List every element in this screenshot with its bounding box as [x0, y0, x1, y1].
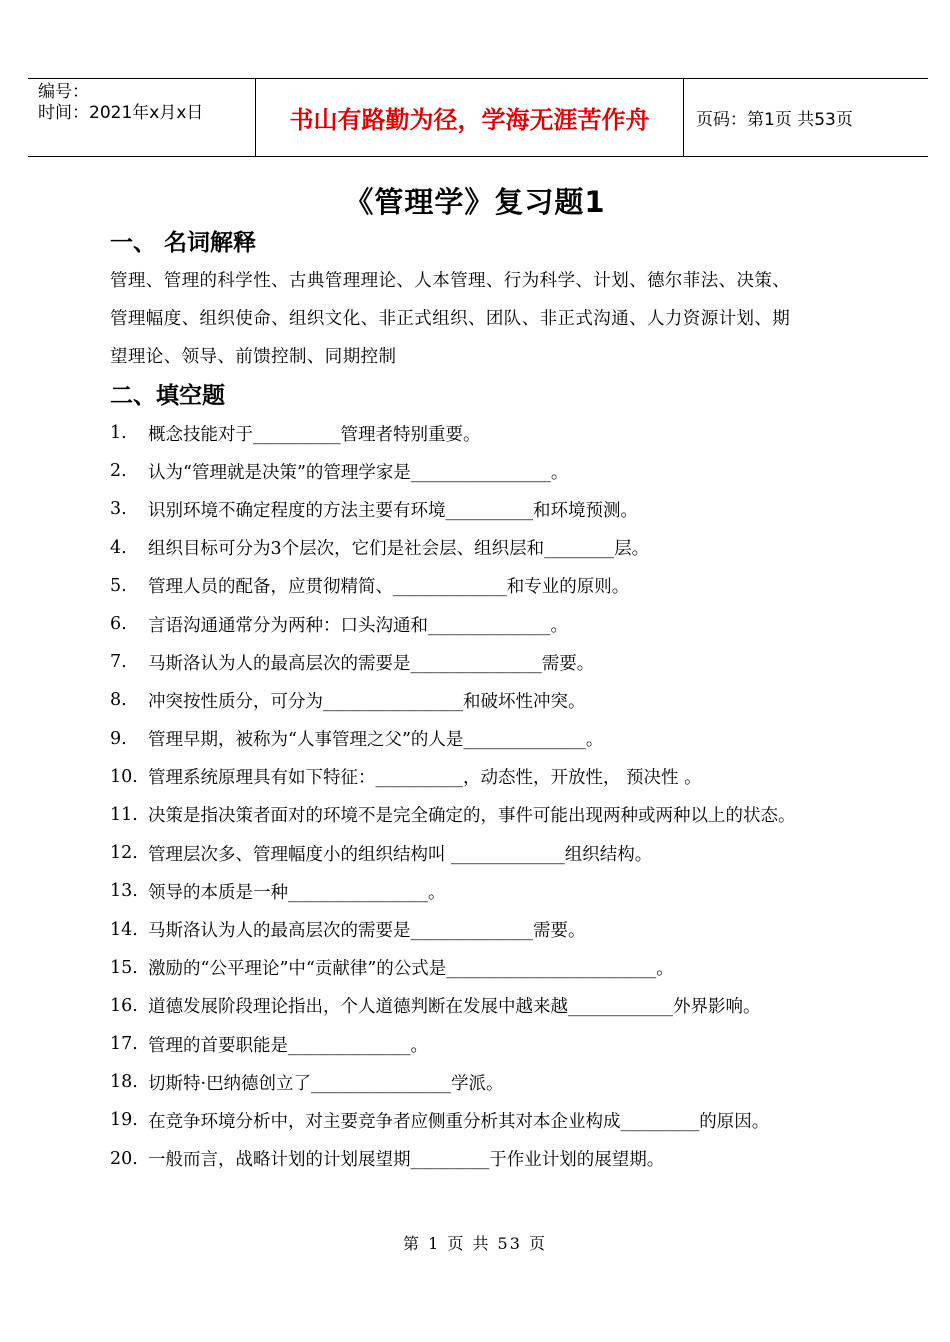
question-item	[110, 490, 870, 528]
question-number: 19.	[110, 1110, 138, 1131]
question-number: 12.	[110, 843, 138, 864]
question-number: 20.	[110, 1148, 138, 1169]
question-text: 道德发展阶段理论指出，个人道德判断在发展中越来越____________外界影响。	[148, 997, 761, 1018]
section-heading-fill-blank: 二、填空题	[110, 383, 225, 409]
question-text: 管理系统原理具有如下特征：__________，动态性，开放性， 预决性 。	[148, 768, 702, 789]
question-item	[110, 949, 870, 987]
question-item	[110, 1025, 870, 1063]
page-info: 页码：第1页 共53页	[696, 110, 853, 130]
question-number: 2.	[110, 461, 127, 482]
question-text: 冲突按性质分，可分为________________和破坏性冲突。	[148, 691, 586, 712]
question-text: 在竞争环境分析中，对主要竞争者应侧重分析其对本企业构成_________的原因。	[148, 1111, 770, 1132]
question-text: 管理人员的配备，应贯彻精简、_____________和专业的原则。	[148, 577, 630, 598]
terms-line: 管理幅度、组织使命、组织文化、非正式组织、团队、非正式沟通、人力资源计划、期	[110, 309, 791, 329]
question-item	[110, 1101, 870, 1139]
question-number: 18.	[110, 1072, 138, 1093]
question-text: 管理的首要职能是______________。	[148, 1035, 428, 1056]
question-number: 3.	[110, 499, 127, 520]
question-list	[110, 414, 870, 1178]
section-heading-terms: 一、 名词解释	[110, 230, 257, 256]
page-title: 《管理学》复习题1	[344, 185, 606, 219]
question-item	[110, 987, 870, 1025]
code-label: 编号：	[38, 82, 89, 102]
question-number: 4.	[110, 537, 127, 558]
question-text: 认为“管理就是决策”的管理学家是________________。	[148, 462, 569, 483]
question-item	[110, 910, 870, 948]
question-number: 9.	[110, 728, 127, 749]
question-item	[110, 567, 870, 605]
question-text: 概念技能对于__________管理者特别重要。	[148, 424, 481, 445]
question-item	[110, 605, 870, 643]
header-meta	[28, 79, 256, 156]
question-number: 11.	[110, 804, 138, 825]
question-number: 10.	[110, 766, 138, 787]
question-item	[110, 643, 870, 681]
question-item	[110, 834, 870, 872]
question-text: 马斯洛认为人的最高层次的需要是______________需要。	[148, 921, 586, 942]
motto: 书山有路勤为径，学海无涯苦作舟	[256, 79, 684, 156]
question-text: 决策是指决策者面对的环境不是完全确定的，事件可能出现两种或两种以上的状态。	[148, 806, 796, 827]
terms-line: 管理、管理的科学性、古典管理理论、人本管理、行为科学、计划、德尔菲法、决策、	[110, 271, 791, 291]
question-number: 6.	[110, 614, 127, 635]
question-item	[110, 681, 870, 719]
question-number: 15.	[110, 957, 138, 978]
page-footer: 第 1 页 共 53 页	[403, 1234, 547, 1253]
question-item	[110, 720, 870, 758]
question-text: 识别环境不确定程度的方法主要有环境__________和环境预测。	[148, 500, 638, 521]
question-item	[110, 1063, 870, 1101]
question-number: 13.	[110, 881, 138, 902]
question-number: 8.	[110, 690, 127, 711]
question-number: 5.	[110, 575, 127, 596]
time-label: 时间：2021年x月x日	[38, 103, 204, 123]
question-item	[110, 452, 870, 490]
question-text: 马斯洛认为人的最高层次的需要是_______________需要。	[148, 653, 595, 674]
question-item	[110, 796, 870, 834]
question-item	[110, 758, 870, 796]
question-text: 激励的“公平理论”中“贡献律”的公式是________________________。	[148, 959, 674, 980]
question-text: 言语沟通通常分为两种：口头沟通和______________。	[148, 615, 568, 636]
question-item	[110, 414, 870, 452]
question-item	[110, 1140, 870, 1178]
question-text: 管理层次多、管理幅度小的组织结构叫 _____________组织结构。	[148, 844, 653, 865]
question-text: 领导的本质是一种________________。	[148, 882, 446, 903]
question-number: 17.	[110, 1034, 138, 1055]
question-text: 组织目标可分为3个层次，它们是社会层、组织层和________层。	[148, 539, 650, 560]
question-item	[110, 529, 870, 567]
terms-line: 望理论、领导、前馈控制、同期控制	[110, 347, 397, 367]
question-number: 1.	[110, 423, 127, 444]
question-number: 7.	[110, 652, 127, 673]
question-text: 管理早期，被称为“人事管理之父”的人是______________。	[148, 730, 604, 751]
question-text: 一般而言，战略计划的计划展望期_________于作业计划的展望期。	[148, 1150, 665, 1171]
question-number: 14.	[110, 919, 138, 940]
document-header	[28, 78, 928, 157]
question-number: 16.	[110, 995, 138, 1016]
question-item	[110, 872, 870, 910]
terms-paragraph	[110, 262, 855, 376]
question-text: 切斯特·巴纳德创立了________________学派。	[148, 1073, 504, 1094]
